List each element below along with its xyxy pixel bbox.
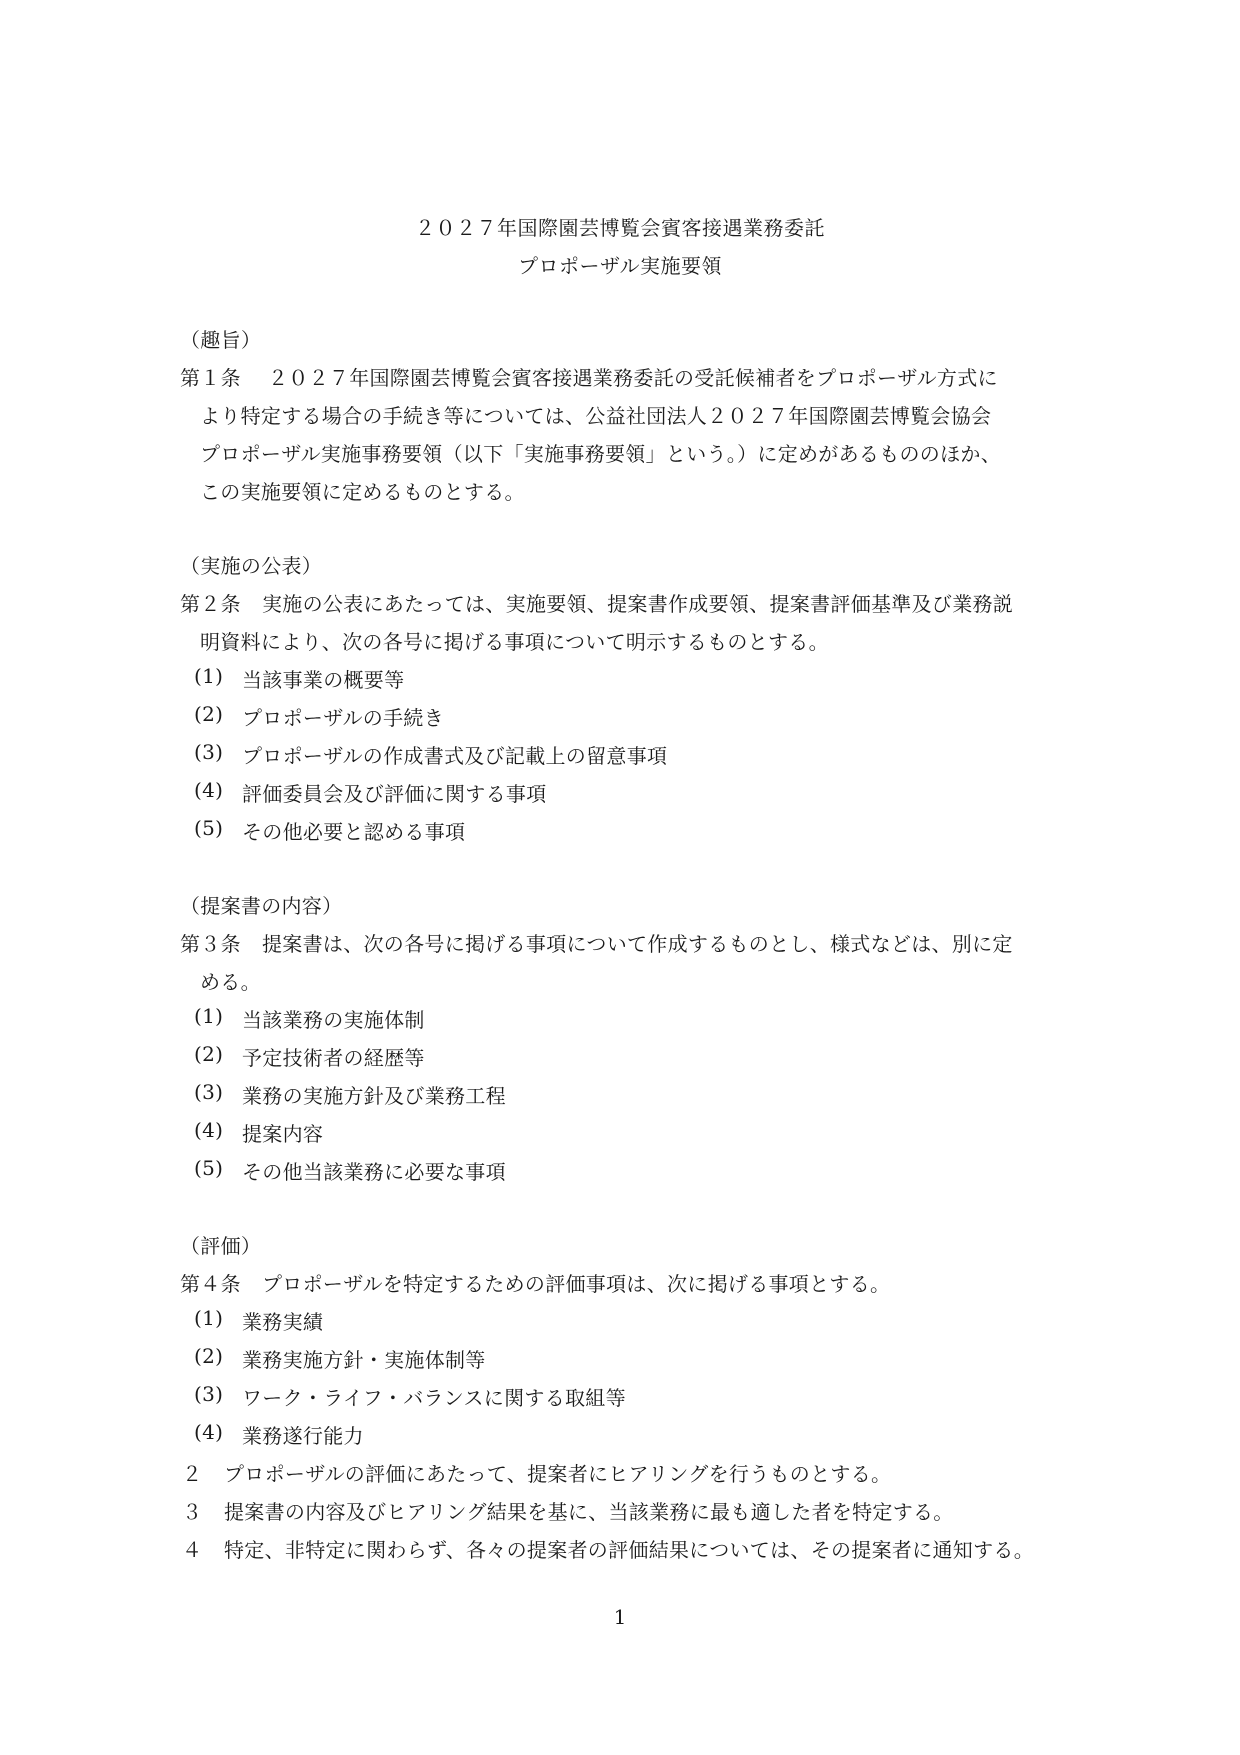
list-item-text: プロポーザルの作成書式及び記載上の留意事項: [242, 744, 668, 768]
list-item-text: ワーク・ライフ・バランスに関する取組等: [242, 1386, 626, 1410]
list-item-text: 評価委員会及び評価に関する事項: [242, 782, 547, 806]
list-item-number: (1): [194, 1306, 224, 1330]
paragraph-number: ４: [182, 1538, 203, 1562]
article-text-line: プロポーザル実施事務要領（以下「実施事務要領」という。）に定めがあるもののほか、: [200, 442, 1001, 466]
section-heading: （評価）: [180, 1234, 262, 1258]
list-item-text: 業務実施方針・実施体制等: [242, 1348, 486, 1372]
article-text-line: プロポーザルを特定するための評価事項は、次に掲げる事項とする。: [262, 1272, 891, 1296]
list-item-number: (3): [194, 740, 224, 764]
list-item-text: プロポーザルの手続き: [242, 706, 444, 730]
section-heading: （趣旨）: [180, 328, 262, 352]
page-number: 1: [613, 1605, 627, 1629]
list-item-text: 業務遂行能力: [242, 1424, 364, 1448]
article-text-line: 明資料により、次の各号に掲げる事項について明示するものとする。: [200, 630, 829, 654]
document-title-line1: ２０２７年国際園芸博覧会賓客接遇業務委託: [415, 216, 825, 240]
list-item-number: (3): [194, 1382, 224, 1406]
list-item-text: 業務実績: [242, 1310, 324, 1334]
article-text-line: 実施の公表にあたっては、実施要領、提案書作成要領、提案書評価基準及び業務説: [262, 592, 1014, 616]
list-item-text: 提案内容: [242, 1122, 324, 1146]
paragraph-text: 特定、非特定に関わらず、各々の提案者の評価結果については、その提案者に通知する。: [224, 1538, 1034, 1562]
paragraph-text: 提案書の内容及びヒアリング結果を基に、当該業務に最も適した者を特定する。: [224, 1500, 954, 1524]
list-item-number: (5): [194, 1156, 224, 1180]
list-item-text: 業務の実施方針及び業務工程: [242, 1084, 506, 1108]
article-text-line: める。: [200, 970, 261, 994]
list-item-text: その他当該業務に必要な事項: [242, 1160, 506, 1184]
list-item-number: (1): [194, 664, 224, 688]
list-item-number: (4): [194, 1118, 224, 1142]
list-item-number: (4): [194, 1420, 224, 1444]
list-item-number: (1): [194, 1004, 224, 1028]
list-item-text: 当該事業の概要等: [242, 668, 405, 692]
article-text-line: この実施要領に定めるものとする。: [200, 480, 525, 504]
list-item-number: (2): [194, 1344, 224, 1368]
list-item-number: (3): [194, 1080, 224, 1104]
section-heading: （提案書の内容）: [180, 894, 343, 918]
list-item-number: (2): [194, 702, 224, 726]
article-text-line: より特定する場合の手続き等については、公益社団法人２０２７年国際園芸博覧会協会: [200, 404, 992, 428]
document-title-line2: プロポーザル実施要領: [518, 254, 722, 278]
article-text-line: 提案書は、次の各号に掲げる事項について作成するものとし、様式などは、別に定: [262, 932, 1013, 956]
article-text-line: ２０２７年国際園芸博覧会賓客接遇業務委託の受託候補者をプロポーザル方式に: [268, 366, 998, 390]
paragraph-number: ３: [182, 1500, 203, 1524]
list-item-number: (4): [194, 778, 224, 802]
section-heading: （実施の公表）: [180, 554, 323, 578]
list-item-text: その他必要と認める事項: [242, 820, 466, 844]
list-item-text: 当該業務の実施体制: [242, 1008, 425, 1032]
list-item-text: 予定技術者の経歴等: [242, 1046, 425, 1070]
list-item-number: (5): [194, 816, 224, 840]
article-label: 第１条: [180, 366, 241, 390]
article-label: 第４条: [180, 1272, 241, 1296]
paragraph-number: ２: [182, 1462, 203, 1486]
article-label: 第３条: [180, 932, 241, 956]
article-label: 第２条: [180, 592, 241, 616]
list-item-number: (2): [194, 1042, 224, 1066]
paragraph-text: プロポーザルの評価にあたって、提案者にヒアリングを行うものとする。: [224, 1462, 892, 1486]
